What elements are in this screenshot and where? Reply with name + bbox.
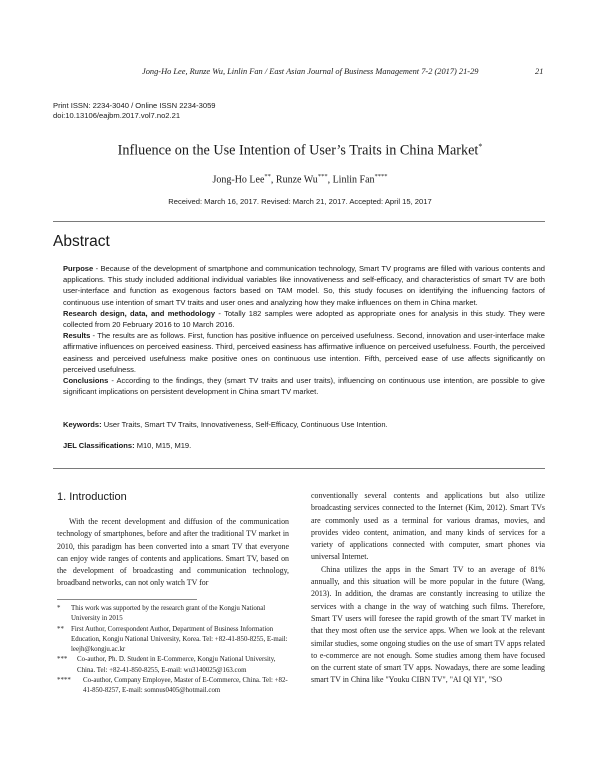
footnote-text: First Author, Correspondent Author, Department of Business Information Education, Kongju National University, Korea. Tel: +82-41-850-8255, E-mail: leejh@kongju.ac.kr bbox=[71, 625, 288, 654]
top-divider bbox=[53, 221, 545, 222]
submission-dates: Received: March 16, 2017. Revised: March 21, 2017. Accepted: April 15, 2017 bbox=[168, 197, 432, 206]
footnote-mark: ** bbox=[57, 625, 64, 633]
footnote-divider bbox=[57, 599, 197, 600]
author-name: Runze Wu bbox=[275, 174, 318, 186]
abstract-results bbox=[63, 330, 545, 375]
keywords-line bbox=[63, 420, 388, 429]
issn-block bbox=[53, 101, 216, 121]
intro-left-column bbox=[57, 516, 289, 590]
footnote bbox=[57, 655, 295, 676]
abstract-design bbox=[63, 308, 545, 330]
issn-line: Print ISSN: 2234-3040 / Online ISSN 2234-3059 bbox=[53, 101, 216, 110]
conclusions-label: Conclusions bbox=[63, 376, 109, 386]
footnote bbox=[57, 625, 295, 656]
footnote-text: Co-author, Ph. D. Student in E-Commerce, Kongju National University, China. Tel: +82-41-850-8255, E-mail: wu3140025@163.com bbox=[77, 656, 276, 674]
footnote-mark: * bbox=[57, 605, 61, 612]
intro-paragraph: conventionally several contents and applications but also utilize broadcasting services connected to the Internet (Kim, 2012). Smart TVs are commonly used as a terminal for various dramas, movies, and provides video content, animation, and many kinds of services for a variety of applications connected with computer, smart phones via universal Internet. bbox=[311, 491, 545, 562]
conclusions-text: - According to the findings, they (smart TV traits and user traits), influencing on continuous use intention, are possible to give significant implications on persistent development in China smart TV market. bbox=[63, 376, 545, 397]
purpose-label: Purpose bbox=[63, 264, 94, 273]
footnote bbox=[57, 676, 295, 697]
doi-line: doi:10.13106/eajbm.2017.vol7.no2.21 bbox=[53, 111, 181, 120]
author-mark: ** bbox=[264, 173, 271, 180]
intro-paragraph: China utilizes the apps in the Smart TV to an average of 81% annually, and this situation will be more popular in the future (Wang, 2013). In addition, the dramas are constantly increasing to utilize the services with a change in the way of watching such films. Therefore, Smart TV users will foresee the rapid growth of the smart TV market in that they most often use the service apps. When we look at the relevant similar studies, some ongoing studies on the use of smart TV apps related to e-commerce are not enough. Some studies among them have focused on the current state of smart TV apps. Nowadays, there are some leading smart TV in China like "Youku CIBN TV", "AI QI YI", "SO bbox=[311, 564, 545, 685]
paper-title-text: Influence on the Use Intention of User’s Traits in China Market bbox=[117, 142, 479, 159]
footnotes bbox=[57, 604, 295, 697]
author-name: Jong-Ho Lee bbox=[212, 174, 265, 186]
footnote bbox=[57, 604, 295, 625]
page-number: 21 bbox=[535, 67, 544, 76]
bottom-divider bbox=[53, 468, 545, 469]
footnote-text: This work was supported by the research grant of the Kongju National University in 2015 bbox=[71, 605, 266, 623]
design-label: Research design, data, and methodology bbox=[63, 308, 216, 318]
author-mark: **** bbox=[374, 173, 388, 180]
jel-label: JEL Classifications: bbox=[63, 441, 135, 450]
footnote-mark: **** bbox=[57, 677, 71, 685]
keywords-label: Keywords: bbox=[63, 420, 102, 429]
jel-line bbox=[63, 441, 191, 450]
footnote-mark: *** bbox=[57, 656, 68, 664]
paper-title bbox=[0, 142, 600, 160]
author-mark: *** bbox=[317, 173, 328, 180]
intro-paragraph: With the recent development and diffusion of the communication technology of smartphones, before and after the traditional TV market in 2010, this paradigm has been converted into a smart TV that everyone can enjoy wide ranges of contents and applications. Smart TV, based on the development of broadcasting and communication technology, broadband networks, can not only watch TV for bbox=[57, 517, 289, 588]
results-label: Results bbox=[63, 331, 91, 341]
abstract-heading: Abstract bbox=[53, 233, 110, 250]
jel-text: M10, M15, M19. bbox=[134, 441, 192, 450]
abstract-body bbox=[63, 263, 545, 397]
running-head-text: Jong-Ho Lee, Runze Wu, Linlin Fan / East Asian Journal of Business Management 7-2 (2017) 21-29 bbox=[142, 67, 479, 76]
author-name: Linlin Fan bbox=[332, 174, 375, 186]
keywords-text: User Traits, Smart TV Traits, Innovativeness, Self-Efficacy, Continuous Use Intention. bbox=[101, 420, 388, 429]
results-text: - The results are as follows. First, function has positive influence on perceived usefulness. Second, innovation and user-interface make affirmative influences on perceived easiness. Third, perceived easiness has affirmative influence on perceived usefulness. Fourth, the perceived easiness and perceived usefulness make positive ones on continuous use intention. Fifth, perceived ease of use affects significantly on perceived usefulness. bbox=[63, 331, 545, 374]
abstract-conclusions bbox=[63, 375, 545, 397]
intro-right-column bbox=[311, 490, 545, 687]
author-list: Jong-Ho Lee**, Runze Wu***, Linlin Fan**** bbox=[212, 173, 388, 186]
section-heading: 1. Introduction bbox=[57, 491, 127, 503]
footnote-text: Co-author, Company Employee, Master of E-Commerce, China. Tel: +82-41-850-8257, E-mail: somnus0405@hotmail.com bbox=[83, 677, 288, 695]
abstract-purpose bbox=[63, 263, 545, 308]
purpose-text: - Because of the development of smartphone and communication technology, Smart TV programs are filled with various contents and applications. This study included additional individual variables like innovativeness and self-efficacy, and characteristics of smart TV are both user-interface and function as exogenous factors based on TAM model. So, this study focuses on identifying the influencing factors of continuous use intention of smart TV traits and user ones and analyzing how they make influences on them in China market. bbox=[63, 264, 545, 307]
design-text: - Totally 182 samples were adopted as appropriate ones for analysis in this study. They were collected from 20 February 2016 to 10 March 2016. bbox=[63, 308, 545, 330]
title-footnote-mark: * bbox=[478, 142, 483, 151]
